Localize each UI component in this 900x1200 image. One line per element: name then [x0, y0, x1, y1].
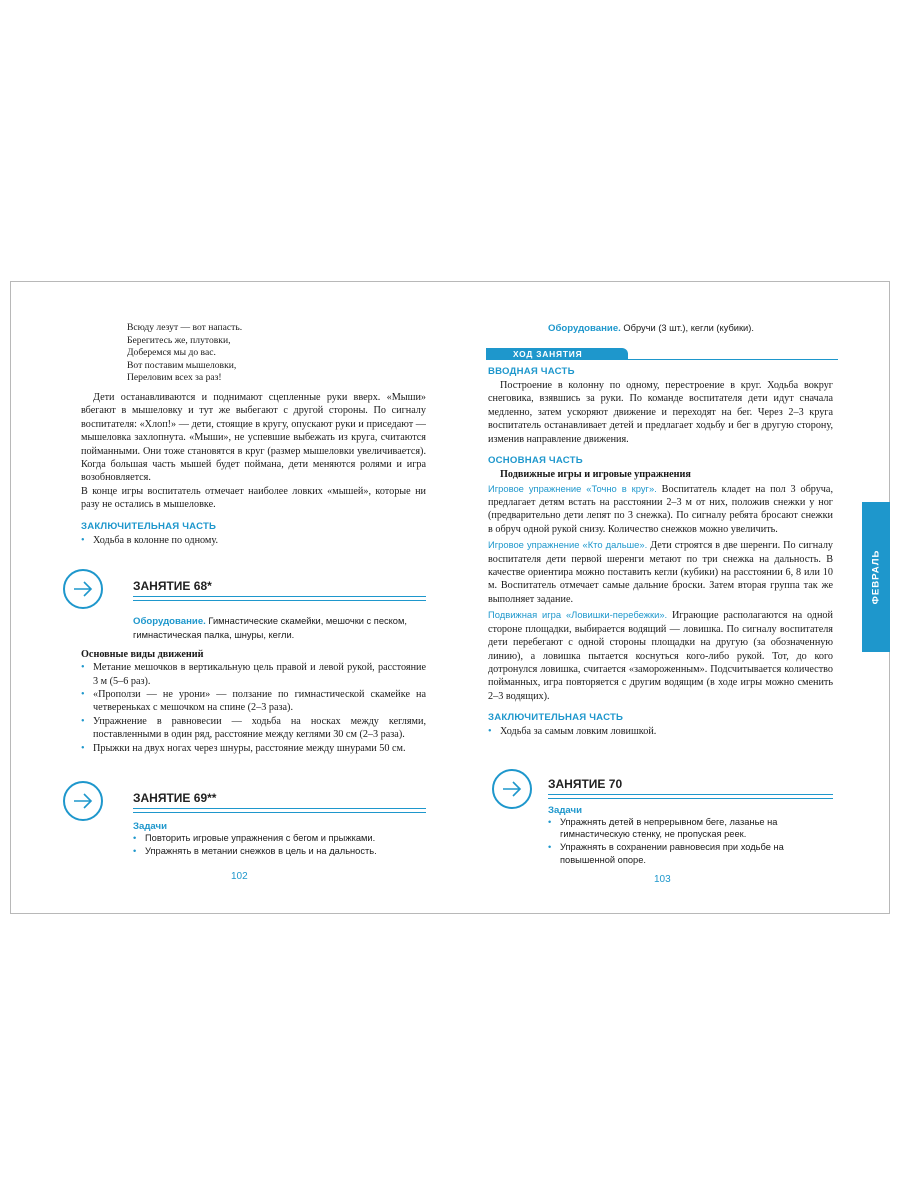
lesson-title: ЗАНЯТИЕ 69** [133, 791, 426, 809]
moves-list [81, 661, 426, 755]
poem [127, 322, 426, 385]
list-item: • Ходьба за самым ловким ловишкой. [488, 725, 833, 738]
left-page [81, 322, 426, 858]
games-title: Подвижные игры и игровые упражнения [500, 469, 691, 481]
arrow-right-icon [63, 569, 103, 609]
section-title-main: ОСНОВНАЯ ЧАСТЬ [488, 455, 583, 467]
game-text: Воспитатель кладет на пол 3 обруча, предлагает детям встать на расстоянии 2–3 м от них, положив снежки у ног (предварительно дети лепят по 3 снежка). По сигналу ребята бросают снежки в обруч одной рукой снизу. Количество снежков можно увеличить. [488, 483, 833, 535]
equipment-text: Обручи (3 шт.), кегли (кубики). [620, 323, 754, 333]
poem-line: Вот поставим мышеловки, [127, 359, 237, 371]
page-number-right: 103 [654, 874, 671, 885]
game-text: Играющие располагаются на одной стороне площадки, выбирается водящий — ловишка. По сигналу воспитателя дети перебегают с одной стороны площадки на другую (за обозначенную линию), а ловишка пытается коснуться кого-либо рукой. Тот, до кого дотронулся ловишка, считается «замороженным». Подсчитывается количество пойманных, игра повторяется с другим водящим (в ходе игры можно сменить 2–3 водящих). [488, 610, 833, 702]
final-list [81, 534, 426, 547]
poem-line: Переловим всех за раз! [127, 372, 222, 384]
poem-line: Берегитесь же, плутовки, [127, 334, 231, 346]
game-item [488, 538, 833, 606]
right-page-body [488, 364, 833, 867]
equipment-line [548, 322, 833, 336]
tasks-list [133, 832, 426, 858]
list-item: • Упражнение в равновесии — ходьба на носках между кеглями, поставленными в один ряд, расстояние между кеглями 30 см (2–3 раза). [81, 715, 426, 742]
final-list [488, 725, 833, 738]
section-title-intro: ВВОДНАЯ ЧАСТЬ [488, 366, 575, 377]
paragraph-game-rules: Дети останавливаются и поднимают сцепленные руки вверх. «Мыши» вбегают в мышеловку и тут же выбегают с другой стороны. По сигналу воспитателя: «Хлоп!» — дети, стоящие в кругу, опускают руки и приседают — мышеловка захлопнута. «Мыши», не успевшие выбежать из круга, считаются пойманными. Они тоже становятся в круг (размер мышеловки увеличивается). Когда большая часть мышей будет поймана, дети меняются ролями и игра возобновляется. [81, 391, 426, 484]
section-title-final: ЗАКЛЮЧИТЕЛЬНАЯ ЧАСТЬ [81, 520, 217, 532]
lesson-69-header [81, 791, 426, 833]
tasks-title: Задачи [548, 804, 582, 816]
list-item: • Упражнять в метании снежков в цель и на дальность. [133, 845, 426, 858]
book-spread [10, 281, 890, 914]
list-item: • «Проползи — не урони» — ползание по гимнастической скамейке на четвереньках с мешочком на спине (2–3 раза). [81, 688, 426, 715]
list-item: • Упражнять детей в непрерывном беге, лазанье на гимнастическую стенку, не пропуская реек. [548, 816, 833, 842]
month-tab-label: ФЕВРАЛЬ [870, 549, 882, 605]
page-number-left: 102 [231, 871, 248, 882]
course-bar: ХОД ЗАНЯТИЯ [486, 348, 628, 360]
month-tab [862, 502, 890, 652]
lesson-68-header [81, 579, 426, 629]
equipment-text: Гимнастические скамейки, мешочки с песком, гимнастическая палка, шнуры, кегли. [133, 616, 407, 640]
section-title-final: ЗАКЛЮЧИТЕЛЬНАЯ ЧАСТЬ [488, 712, 624, 724]
tasks-list [548, 816, 833, 867]
list-item: • Прыжки на двух ногах через шнуры, расстояние между шнурами 50 см. [81, 742, 426, 755]
equipment-label: Оборудование. [548, 323, 621, 334]
game-item [488, 482, 833, 537]
course-bar-line [486, 359, 838, 360]
tasks-title: Задачи [133, 821, 167, 833]
lesson-title: ЗАНЯТИЕ 68* [133, 579, 426, 597]
poem-line: Всюду лезут — вот напасть. [127, 322, 243, 333]
game-label: Подвижная игра «Ловишки-перебежки». [488, 609, 668, 621]
game-text: Дети строятся в две шеренги. По сигналу воспитателя дети первой шеренги метают по три снежка на дальность. В качестве ориентира можно поставить кегли (кубики) на расстоянии 6, 8 или 10 м. Воспитатель отмечает самые дальние броски. Затем вторая группа так же выполняет задание. [488, 540, 833, 605]
poem-line: Доберемся мы до вас. [127, 347, 216, 359]
right-page [488, 322, 833, 336]
game-label: Игровое упражнение «Кто дальше». [488, 539, 648, 551]
list-item: • Метание мешочков в вертикальную цель правой и левой рукой, расстояние 3 м (5–6 раз). [81, 661, 426, 688]
game-item [488, 608, 833, 703]
lesson-title: ЗАНЯТИЕ 70 [548, 777, 833, 795]
equipment-label: Оборудование. [133, 616, 206, 628]
arrow-right-icon [63, 781, 103, 821]
list-item: • Упражнять в сохранении равновесия при ходьбе на повышенной опоре. [548, 841, 833, 867]
list-item: • Ходьба в колонне по одному. [81, 534, 426, 547]
paragraph-game-end: В конце игры воспитатель отмечает наиболее ловких «мышей», которые ни разу не остались в мышеловке. [81, 485, 426, 511]
intro-text: Построение в колонну по одному, перестроение в круг. Ходьба вокруг снеговика, взявшись за руки. По команде воспитателя дети идут сначала медленно, затем ускоряют движение и переходят на бег. Через 2–3 круга воспитатель останавливает детей и предлагает ходьбу и бег в другую сторону, изменив направление движения. [488, 380, 833, 445]
game-label: Игровое упражнение «Точно в круг». [488, 482, 657, 494]
arrow-right-icon [492, 769, 532, 809]
lesson-70-header [488, 777, 833, 817]
list-item: • Повторить игровые упражнения с бегом и прыжками. [133, 832, 426, 845]
moves-title: Основные виды движений [81, 648, 204, 660]
